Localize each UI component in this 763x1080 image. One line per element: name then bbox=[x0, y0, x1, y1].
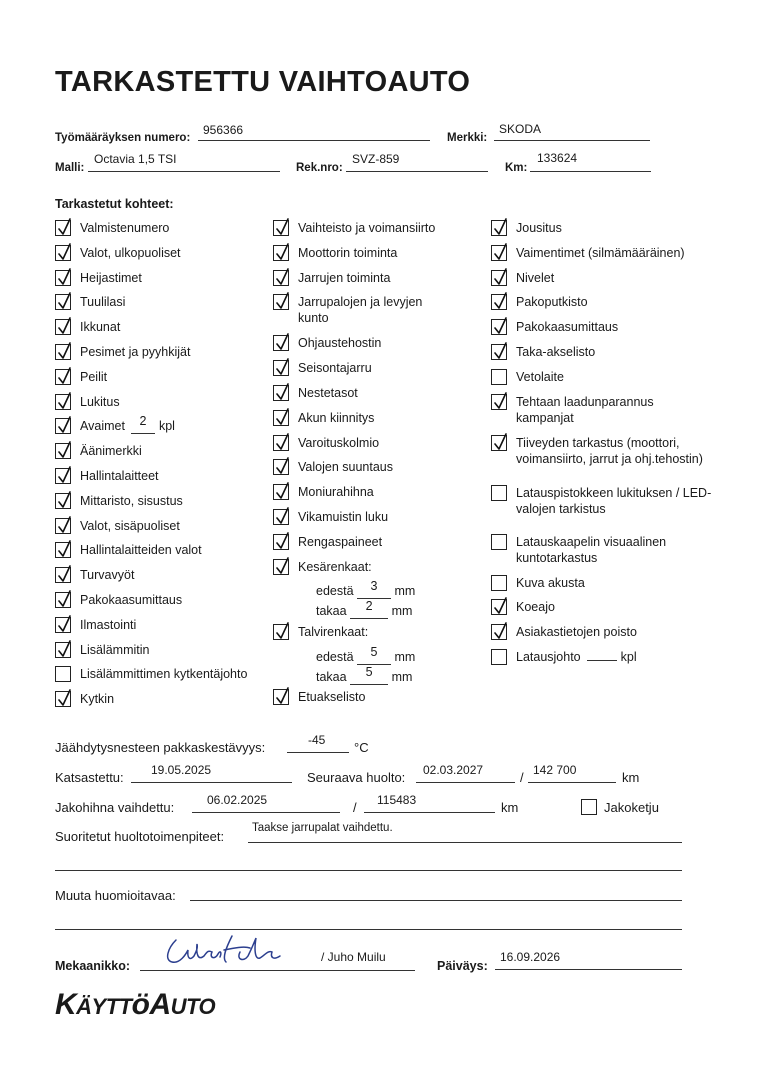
col3-item-7 bbox=[491, 394, 686, 426]
logo-k: K bbox=[55, 988, 77, 1021]
next-service-km: 142 700 bbox=[533, 763, 577, 777]
logo-aytt: ÄYTT bbox=[76, 994, 132, 1019]
summer-rear-unit: mm bbox=[391, 604, 413, 618]
checkbox[interactable] bbox=[491, 599, 507, 615]
logo-uto: UTO bbox=[170, 994, 216, 1019]
item-label: Mittaristo, sisustus bbox=[80, 493, 183, 508]
checkbox[interactable] bbox=[55, 394, 71, 410]
checkbox[interactable] bbox=[55, 592, 71, 608]
checkbox[interactable] bbox=[55, 369, 71, 385]
col2-item-10 bbox=[273, 484, 374, 500]
item-label: Vikamuistin luku bbox=[298, 510, 389, 524]
item-label: Pesimet ja pyyhkijät bbox=[80, 345, 191, 359]
checkbox[interactable] bbox=[273, 245, 289, 261]
col3-item-0 bbox=[491, 220, 562, 236]
item-value-field bbox=[587, 660, 617, 661]
item-label: Ikkunat bbox=[80, 320, 121, 335]
item-label: Turvavyöt bbox=[80, 568, 135, 583]
item-label: Valot, ulkopuoliset bbox=[80, 245, 181, 260]
work-order-value: 956366 bbox=[203, 123, 244, 137]
checkbox[interactable] bbox=[491, 270, 507, 286]
inspected-value: 19.05.2025 bbox=[151, 763, 212, 777]
item-label: Kuva akusta bbox=[516, 575, 585, 590]
checkbox[interactable] bbox=[491, 575, 507, 591]
checkbox[interactable] bbox=[491, 435, 507, 451]
inspected-line bbox=[131, 782, 292, 783]
date-label: Päiväys: bbox=[437, 959, 488, 973]
timing-belt-km-unit: km bbox=[501, 800, 519, 815]
item-label: Hallintalaitteet bbox=[80, 469, 159, 483]
checkbox[interactable] bbox=[273, 360, 289, 376]
timing-chain-checkbox[interactable] bbox=[581, 799, 597, 815]
checkbox[interactable] bbox=[55, 691, 71, 707]
checkbox[interactable] bbox=[273, 220, 289, 236]
col1-item-6 bbox=[55, 369, 107, 385]
timing-belt-label: Jakohihna vaihdettu: bbox=[55, 800, 175, 815]
checkbox[interactable] bbox=[491, 369, 507, 385]
item-label: Asiakastietojen poisto bbox=[516, 625, 637, 640]
item-label: Akun kiinnitys bbox=[298, 410, 375, 425]
winter-front-field bbox=[357, 645, 391, 665]
logo-a: A bbox=[149, 988, 171, 1021]
checkbox[interactable] bbox=[273, 385, 289, 401]
col3-item-6 bbox=[491, 369, 564, 385]
timing-chain-label: Jakoketju bbox=[604, 800, 659, 815]
col1-item-11 bbox=[55, 493, 183, 509]
timing-belt-km-line bbox=[364, 812, 495, 813]
service-done-label: Suoritetut huoltotoimenpiteet: bbox=[55, 829, 225, 844]
col3-item-10 bbox=[491, 534, 706, 566]
col1-item-19 bbox=[55, 691, 114, 707]
col3-item-3 bbox=[491, 294, 588, 310]
checkbox[interactable] bbox=[491, 624, 507, 640]
work-order-label: Työmääräyksen numero: bbox=[55, 132, 191, 144]
model-value: Octavia 1,5 TSI bbox=[94, 152, 177, 166]
item-label: Avaimet bbox=[80, 419, 125, 434]
model-line bbox=[88, 171, 280, 172]
winter-tires-front bbox=[316, 645, 416, 665]
brand-line bbox=[494, 140, 650, 141]
next-service-date-line bbox=[416, 782, 515, 783]
date-value: 16.09.2026 bbox=[500, 950, 561, 964]
item-label: Valot, sisäpuoliset bbox=[80, 518, 180, 533]
checkbox[interactable] bbox=[273, 624, 289, 640]
checkbox[interactable] bbox=[55, 220, 71, 236]
col2-item-7 bbox=[273, 410, 374, 426]
col1-item-8 bbox=[55, 414, 175, 434]
col1-item-18 bbox=[55, 666, 247, 682]
summer-tires-front bbox=[316, 579, 416, 599]
col3-item-11 bbox=[491, 575, 585, 591]
km-line bbox=[530, 171, 651, 172]
summer-rear-field bbox=[350, 599, 388, 619]
item-label: Vaihteisto ja voimansiirto bbox=[298, 221, 436, 235]
item-label: Jarrupalojen ja levyjen kunto bbox=[298, 295, 423, 326]
coolant-value: -45 bbox=[308, 733, 326, 747]
mechanic-label: Mekaanikko: bbox=[55, 959, 131, 973]
next-service-km-line bbox=[528, 782, 616, 783]
checkbox[interactable] bbox=[55, 617, 71, 633]
checkbox[interactable] bbox=[491, 319, 507, 335]
reg-line bbox=[346, 171, 488, 172]
col1-item-12 bbox=[55, 518, 180, 534]
item-label: Tuulilasi bbox=[80, 295, 126, 310]
mechanic-signature bbox=[160, 930, 285, 970]
winter-front-value: 5 bbox=[370, 645, 378, 659]
item-label: Lisälämmittimen kytkentäjohto bbox=[80, 667, 248, 682]
col2-item-2 bbox=[273, 270, 390, 286]
col2-item-12 bbox=[273, 534, 382, 550]
summer-front-unit: mm bbox=[394, 584, 416, 598]
item-label: Nestetasot bbox=[298, 386, 358, 400]
item-label: Pakoputkisto bbox=[516, 295, 588, 310]
col2-item-8 bbox=[273, 435, 379, 451]
checkbox[interactable] bbox=[55, 319, 71, 335]
date-line bbox=[495, 969, 682, 970]
winter-rear-value: 5 bbox=[365, 665, 373, 679]
col2-item-4 bbox=[273, 335, 381, 351]
brand-label: Merkki: bbox=[447, 132, 488, 144]
col2-item-6 bbox=[273, 385, 358, 401]
col2-item-15 bbox=[273, 689, 365, 705]
col1-item-9 bbox=[55, 443, 142, 459]
service-done-line bbox=[248, 842, 682, 843]
item-label: Lukitus bbox=[80, 394, 120, 409]
col3-item-5 bbox=[491, 344, 595, 360]
checkbox[interactable] bbox=[273, 509, 289, 525]
timing-belt-date: 06.02.2025 bbox=[207, 793, 268, 807]
checkbox[interactable] bbox=[491, 344, 507, 360]
notes-line bbox=[190, 900, 682, 901]
item-label: Latausjohto bbox=[516, 650, 581, 664]
item-label: Äänimerkki bbox=[80, 444, 142, 459]
item-label: Tehtaan laadunparannus kampanjat bbox=[516, 394, 654, 425]
col3-item-13 bbox=[491, 624, 637, 640]
col2-item-11 bbox=[273, 509, 388, 525]
item-label: Talvirenkaat: bbox=[298, 624, 369, 639]
summer-front-label: edestä bbox=[316, 584, 354, 598]
kayttoauto-logo bbox=[55, 988, 215, 1022]
item-value-field bbox=[131, 414, 155, 434]
checkbox[interactable] bbox=[273, 270, 289, 286]
item-label: Vaimentimet (silmämääräinen) bbox=[516, 245, 685, 260]
col1-item-1 bbox=[55, 245, 181, 261]
summer-rear-label: takaa bbox=[316, 604, 347, 618]
col2-item-13 bbox=[273, 559, 372, 575]
checkbox[interactable] bbox=[273, 534, 289, 550]
checkbox[interactable] bbox=[55, 518, 71, 534]
reg-label: Rek.nro: bbox=[296, 162, 343, 174]
col3-item-8 bbox=[491, 435, 716, 467]
summer-rear-value: 2 bbox=[365, 599, 373, 613]
col2-item-3 bbox=[273, 294, 448, 326]
item-label: Kytkin bbox=[80, 692, 115, 707]
item-label: Vetolaite bbox=[516, 369, 564, 384]
coolant-unit: °C bbox=[354, 740, 369, 755]
item-label: Valojen suuntaus bbox=[298, 460, 393, 475]
item-label: Tiiveyden tarkastus (moottori, voimansiirto, jarrut ja ohj.tehostin) bbox=[516, 435, 703, 466]
col1-item-15 bbox=[55, 592, 182, 608]
item-label: Etuakselisto bbox=[298, 689, 366, 704]
col1-item-13 bbox=[55, 542, 202, 558]
notes-line-2 bbox=[55, 929, 682, 930]
checkbox[interactable] bbox=[55, 344, 71, 360]
col3-item-4 bbox=[491, 319, 618, 335]
item-label: Latauspistokkeen lukituksen / LED-valojen tarkistus bbox=[516, 485, 712, 516]
checkbox[interactable] bbox=[491, 220, 507, 236]
col1-item-5 bbox=[55, 344, 190, 360]
item-label: Pakokaasumittaus bbox=[80, 593, 183, 607]
next-service-separator: / bbox=[520, 770, 524, 785]
checkbox[interactable] bbox=[55, 567, 71, 583]
checkbox[interactable] bbox=[491, 394, 507, 410]
checkbox[interactable] bbox=[273, 335, 289, 351]
timing-belt-km: 115483 bbox=[377, 793, 417, 807]
checkbox[interactable] bbox=[273, 484, 289, 500]
checkbox[interactable] bbox=[55, 666, 71, 682]
col2-item-5 bbox=[273, 360, 372, 376]
item-label: Koeajo bbox=[516, 600, 555, 615]
checkbox[interactable] bbox=[55, 270, 71, 286]
col3-item-9 bbox=[491, 485, 716, 517]
logo-o: ö bbox=[131, 988, 150, 1021]
mechanic-name: / Juho Muilu bbox=[321, 950, 386, 964]
col1-item-3 bbox=[55, 294, 125, 310]
col1-item-17 bbox=[55, 642, 149, 658]
col3-item-12 bbox=[491, 599, 555, 615]
checkbox[interactable] bbox=[273, 689, 289, 705]
item-label: Moottorin toiminta bbox=[298, 245, 398, 260]
checkbox[interactable] bbox=[55, 245, 71, 261]
mechanic-line bbox=[140, 970, 415, 971]
checkbox[interactable] bbox=[273, 294, 289, 310]
item-value: 2 bbox=[139, 414, 147, 429]
col3-item-14 bbox=[491, 649, 637, 665]
item-label: Pakokaasumittaus bbox=[516, 320, 619, 335]
item-label: Ohjaustehostin bbox=[298, 336, 382, 351]
item-label: Ilmastointi bbox=[80, 617, 137, 632]
checkbox[interactable] bbox=[491, 245, 507, 261]
summer-front-value: 3 bbox=[370, 579, 378, 593]
brand-value: SKODA bbox=[499, 122, 542, 136]
col2-item-0 bbox=[273, 220, 435, 236]
item-label: Peilit bbox=[80, 369, 108, 384]
item-label: Jarrujen toiminta bbox=[298, 270, 391, 285]
item-label: Seisontajarru bbox=[298, 361, 372, 376]
col2-item-14 bbox=[273, 624, 368, 640]
col1-item-14 bbox=[55, 567, 134, 583]
item-label: Rengaspaineet bbox=[298, 534, 383, 549]
item-label: Lisälämmitin bbox=[80, 642, 150, 657]
col1-item-16 bbox=[55, 617, 136, 633]
inspected-label: Katsastettu: bbox=[55, 770, 124, 785]
winter-tires-rear bbox=[316, 665, 413, 685]
item-label: Latauskaapelin visuaalinen kuntotarkastus bbox=[516, 534, 667, 565]
checkbox[interactable] bbox=[491, 534, 507, 550]
next-service-date: 02.03.2027 bbox=[423, 763, 484, 777]
checkbox[interactable] bbox=[491, 294, 507, 310]
checkbox[interactable] bbox=[55, 294, 71, 310]
col2-item-1 bbox=[273, 245, 397, 261]
coolant-label: Jäähdytysnesteen pakkaskestävyys: bbox=[55, 740, 266, 755]
next-service-label: Seuraava huolto: bbox=[307, 770, 406, 785]
coolant-line bbox=[287, 752, 349, 753]
winter-rear-unit: mm bbox=[391, 670, 413, 684]
timing-belt-separator: / bbox=[353, 800, 357, 815]
winter-front-label: edestä bbox=[316, 650, 354, 664]
summer-front-field bbox=[357, 579, 391, 599]
item-label: Nivelet bbox=[516, 270, 555, 285]
checkbox[interactable] bbox=[55, 642, 71, 658]
winter-rear-field bbox=[350, 665, 388, 685]
winter-front-unit: mm bbox=[394, 650, 416, 664]
reg-value: SVZ-859 bbox=[352, 152, 400, 166]
item-label: Jousitus bbox=[516, 221, 562, 235]
checkbox[interactable] bbox=[273, 459, 289, 475]
checkbox[interactable] bbox=[55, 493, 71, 509]
work-order-line bbox=[198, 140, 430, 141]
km-value: 133624 bbox=[537, 151, 578, 165]
col3-item-2 bbox=[491, 270, 554, 286]
checkbox[interactable] bbox=[491, 485, 507, 501]
service-done-line-2 bbox=[55, 870, 682, 871]
item-label: Heijastimet bbox=[80, 270, 142, 285]
checkbox[interactable] bbox=[491, 649, 507, 665]
summer-tires-rear bbox=[316, 599, 413, 619]
checkbox[interactable] bbox=[273, 410, 289, 426]
item-label: Hallintalaitteiden valot bbox=[80, 543, 202, 558]
winter-rear-label: takaa bbox=[316, 670, 347, 684]
checkbox[interactable] bbox=[55, 542, 71, 558]
col1-item-4 bbox=[55, 319, 120, 335]
timing-belt-date-line bbox=[192, 812, 340, 813]
checkbox[interactable] bbox=[273, 435, 289, 451]
item-label: Kesärenkaat: bbox=[298, 559, 372, 574]
item-label: Moniurahihna bbox=[298, 485, 374, 500]
checkbox[interactable] bbox=[273, 559, 289, 575]
service-done-value: Taakse jarrupalat vaihdettu. bbox=[252, 822, 393, 834]
col1-item-0 bbox=[55, 220, 169, 236]
model-label: Malli: bbox=[55, 162, 85, 174]
checkbox[interactable] bbox=[55, 443, 71, 459]
col3-item-1 bbox=[491, 245, 685, 261]
col1-item-7 bbox=[55, 394, 120, 410]
notes-label: Muuta huomioitavaa: bbox=[55, 888, 176, 903]
item-label: Valmistenumero bbox=[80, 221, 170, 235]
item-label: Varoituskolmio bbox=[298, 435, 380, 450]
item-unit: kpl bbox=[620, 650, 637, 664]
checked-items-heading: Tarkastetut kohteet: bbox=[55, 197, 174, 211]
col2-item-9 bbox=[273, 459, 393, 475]
col1-item-2 bbox=[55, 270, 142, 286]
checkbox[interactable] bbox=[55, 418, 71, 434]
km-label: Km: bbox=[505, 162, 528, 174]
checkbox[interactable] bbox=[55, 468, 71, 484]
page-title: TARKASTETTU VAIHTOAUTO bbox=[55, 66, 471, 98]
item-unit: kpl bbox=[158, 419, 175, 434]
col1-item-10 bbox=[55, 468, 159, 484]
item-label: Taka-akselisto bbox=[516, 345, 596, 359]
next-service-km-unit: km bbox=[622, 770, 640, 785]
